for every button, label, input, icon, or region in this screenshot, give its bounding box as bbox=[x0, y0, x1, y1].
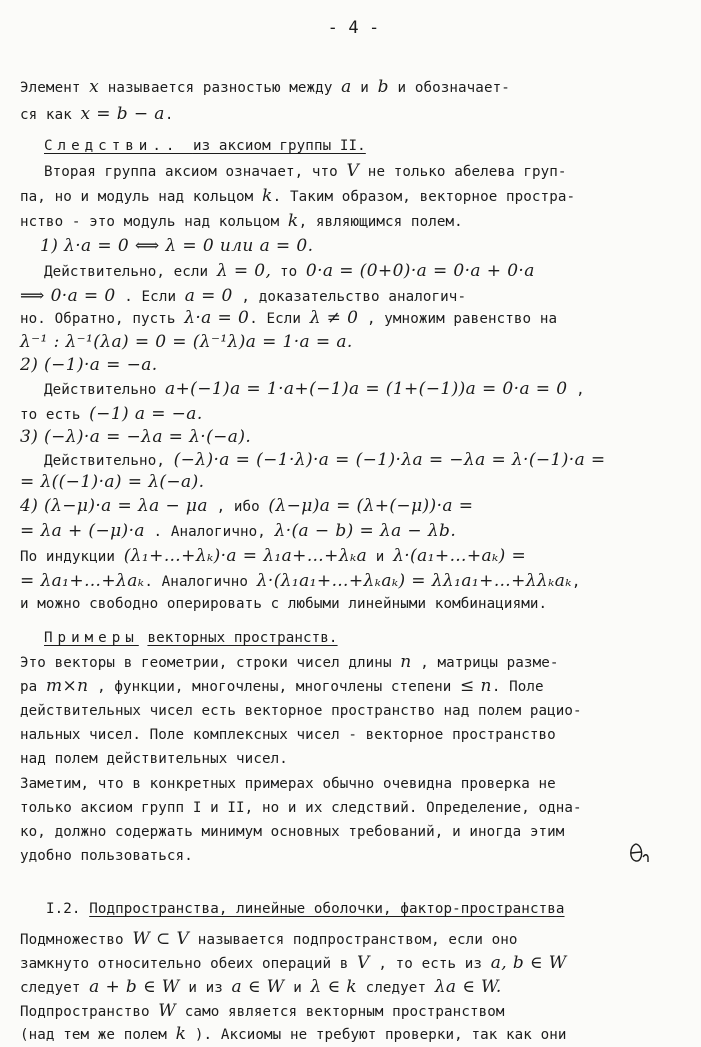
handwritten-formula: λ·(a₁+…+aₖ) = bbox=[393, 546, 527, 566]
line bbox=[20, 404, 687, 425]
line bbox=[20, 1024, 687, 1045]
text-run: . Если bbox=[115, 289, 185, 305]
text-run: из аксиом группы II. bbox=[192, 138, 366, 154]
text-run: действительных чисел есть векторное пространство над полем рацио- bbox=[20, 703, 582, 719]
text-run: . Аналогично, bbox=[144, 524, 275, 540]
text-run: и обозначает- bbox=[388, 80, 510, 96]
text-run: Подмножество bbox=[20, 932, 133, 948]
handwritten-formula: 3) (−λ)·a = −λa = λ·(−a). bbox=[20, 427, 252, 447]
text-run: , ибо bbox=[207, 499, 269, 515]
line bbox=[20, 725, 687, 745]
line bbox=[20, 774, 687, 794]
text-run: не только абелева груп- bbox=[359, 164, 567, 180]
text-run: , bbox=[571, 574, 581, 590]
handwritten-formula: λ·a = 0 bbox=[184, 308, 250, 328]
handwritten-formula: λ ∈ k bbox=[310, 977, 357, 997]
text-run: и из bbox=[179, 980, 232, 996]
formula-line bbox=[20, 472, 687, 493]
handwritten-formula: (−λ)·a = (−1·λ)·a = (−1)·λa = −λa = λ·(−1)·a = bbox=[173, 450, 606, 470]
handwritten-formula: b bbox=[377, 77, 389, 97]
text-run: называется разностью между bbox=[99, 80, 342, 96]
line bbox=[20, 211, 687, 232]
handwritten-formula: λ⁻¹ : λ⁻¹(λa) = 0 = (λ⁻¹λ)a = 1·a = a. bbox=[20, 332, 353, 352]
section-heading-subspaces bbox=[46, 899, 687, 919]
text-run: и bbox=[367, 549, 394, 565]
text-run: , являющимся полем. bbox=[298, 214, 463, 230]
text-run: па, но и модуль над кольцом bbox=[20, 189, 262, 205]
line bbox=[20, 546, 687, 567]
text-run: Это векторы в геометрии, строки чисел длины bbox=[20, 655, 401, 671]
handwritten-formula: λ·(λ₁a₁+…+λₖaₖ) = λλ₁a₁+…+λλₖaₖ bbox=[256, 571, 572, 591]
line bbox=[20, 104, 687, 125]
text-run: нство - это модуль над кольцом bbox=[20, 214, 288, 230]
section-heading-corollaries bbox=[44, 136, 687, 156]
text-run: и bbox=[284, 980, 311, 996]
text-run: Действительно, bbox=[44, 453, 174, 469]
formula-line bbox=[20, 355, 687, 376]
handwritten-formula: m×n bbox=[45, 676, 89, 696]
handwritten-formula: λ ≠ 0 bbox=[309, 308, 359, 328]
text-run: , bbox=[567, 382, 585, 398]
text-run: I.2. bbox=[46, 901, 90, 917]
handwritten-formula: (−1) a = −a. bbox=[89, 404, 203, 424]
text-run: ся как bbox=[20, 107, 81, 123]
handwritten-formula: = λa₁+…+λaₖ bbox=[20, 571, 145, 591]
line bbox=[20, 953, 687, 974]
line bbox=[20, 676, 687, 697]
line bbox=[44, 161, 687, 182]
text-run: само является векторным пространством bbox=[176, 1004, 505, 1020]
line bbox=[20, 186, 687, 207]
line bbox=[20, 798, 687, 818]
text-run: Вторая группа аксиом означает, что bbox=[44, 164, 347, 180]
handwritten-formula: a + b ∈ W bbox=[89, 977, 180, 997]
handwritten-formula: (λ−μ)a = (λ+(−μ))·a = bbox=[268, 496, 474, 516]
text-run: . Таким образом, векторное простра- bbox=[272, 189, 576, 205]
text-run: только аксиом групп I и II, но и их следствий. Определение, одна- bbox=[20, 800, 582, 816]
formula-line bbox=[40, 236, 687, 257]
formula-line bbox=[20, 332, 687, 353]
text-run: , функции, многочлены, многочлены степени bbox=[88, 679, 461, 695]
handwritten-formula: ⟹ 0·a = 0 bbox=[20, 286, 116, 306]
line bbox=[20, 749, 687, 769]
handwritten-formula: a bbox=[341, 77, 352, 97]
text-run: замкнуто относительно обеих операций в bbox=[20, 956, 358, 972]
text-run: удобно пользоваться. bbox=[20, 848, 193, 864]
handwritten-formula: (λ₁+…+λₖ)·a = λ₁a+…+λₖa bbox=[123, 546, 368, 566]
line bbox=[20, 286, 687, 307]
handwritten-formula: a ∈ W bbox=[231, 977, 285, 997]
handwritten-formula: k bbox=[175, 1024, 187, 1044]
line bbox=[44, 379, 687, 400]
text-run: . Если bbox=[249, 311, 310, 327]
text-run: ра bbox=[20, 679, 46, 695]
formula-line bbox=[20, 427, 687, 448]
text-run: Подпространства, линейные оболочки, фактор-пространства bbox=[89, 901, 565, 917]
text-run: , матрицы разме- bbox=[411, 655, 559, 671]
handwritten-formula: 2) (−1)·a = −a. bbox=[20, 355, 158, 375]
handwritten-formula: k bbox=[287, 211, 299, 231]
handwritten-formula: n bbox=[400, 652, 412, 672]
text-run: и можно свободно оперировать с любыми линейными комбинациями. bbox=[20, 596, 548, 612]
handwritten-formula: k bbox=[261, 186, 273, 206]
text-run: Действительно bbox=[44, 382, 165, 398]
text-run: Действительно, если bbox=[44, 264, 217, 280]
handwritten-formula: λa ∈ W. bbox=[434, 977, 502, 997]
text-run: и bbox=[351, 80, 378, 96]
handwritten-formula: W bbox=[158, 1001, 177, 1021]
handwritten-formula: = λ((−1)·a) = λ(−a). bbox=[20, 472, 205, 492]
handwritten-formula: W ⊂ V bbox=[132, 929, 190, 949]
handwritten-formula: = λa + (−μ)·a bbox=[20, 521, 145, 541]
handwritten-formula: a, b ∈ W bbox=[490, 953, 567, 973]
handwritten-formula: V bbox=[357, 953, 370, 973]
line bbox=[20, 496, 687, 517]
text-run: то есть bbox=[20, 407, 90, 423]
text-run: над полем действительных чисел. bbox=[20, 751, 288, 767]
line bbox=[20, 571, 687, 592]
handwritten-formula: λ = 0, bbox=[216, 261, 272, 281]
text-run: следует bbox=[356, 980, 435, 996]
text-run: ). Аксиомы не требуют проверки, так как они bbox=[186, 1027, 567, 1043]
text-run: Заметим, что в конкретных примерах обычно очевидна проверка не bbox=[20, 776, 556, 792]
text-run: , умножим равенство на bbox=[358, 311, 558, 327]
page-number: - 4 - bbox=[327, 18, 380, 38]
text-run: Подпространство bbox=[20, 1004, 159, 1020]
text-run: ко, должно содержать минимум основных требований, и иногда этим bbox=[20, 824, 565, 840]
text-run: Примеры bbox=[44, 630, 139, 646]
text-run: , доказательство аналогич- bbox=[232, 289, 467, 305]
handwritten-formula: 4) (λ−μ)·a = λa − μa bbox=[20, 496, 208, 516]
line bbox=[20, 594, 687, 614]
section-heading-examples bbox=[44, 628, 687, 648]
line bbox=[20, 77, 687, 98]
line bbox=[20, 929, 687, 950]
line bbox=[20, 308, 687, 329]
handwritten-formula: x = b − a bbox=[80, 104, 165, 124]
handwritten-mark-graphic bbox=[626, 840, 654, 866]
line bbox=[44, 450, 687, 471]
handwritten-formula: ≤ n bbox=[460, 676, 492, 696]
line bbox=[44, 261, 687, 282]
text-run: Элемент bbox=[20, 80, 90, 96]
text-run: Следстви.. bbox=[44, 138, 193, 154]
text-run: . bbox=[164, 107, 174, 123]
text-run: . Аналогично bbox=[144, 574, 257, 590]
text-run: векторных пространств. bbox=[147, 630, 338, 646]
text-run: По индукции bbox=[20, 549, 124, 565]
handwritten-formula: 0·a = (0+0)·a = 0·a + 0·a bbox=[305, 261, 535, 281]
text-run: (над тем же полем bbox=[20, 1027, 176, 1043]
text-run: то bbox=[271, 264, 306, 280]
handwritten-formula: 1) λ·a = 0 ⟺ λ = 0 или a = 0. bbox=[40, 236, 314, 256]
text-run: . Поле bbox=[491, 679, 544, 695]
handwritten-formula: a = 0 bbox=[184, 286, 233, 306]
line bbox=[20, 977, 687, 998]
text-run: , то есть из bbox=[369, 956, 491, 972]
line bbox=[20, 822, 687, 842]
handwritten-mark bbox=[626, 840, 654, 871]
line bbox=[20, 1001, 687, 1022]
text-run: нальных чисел. Поле комплексных чисел - векторное пространство bbox=[20, 727, 556, 743]
line bbox=[20, 846, 687, 866]
handwritten-formula: λ·(a − b) = λa − λb. bbox=[274, 521, 457, 541]
text-run: называется подпространством, если оно bbox=[189, 932, 518, 948]
line bbox=[20, 652, 687, 673]
handwritten-formula: a+(−1)a = 1·a+(−1)a = (1+(−1))a = 0·a = 0 bbox=[164, 379, 568, 399]
handwritten-formula: x bbox=[89, 77, 100, 97]
handwritten-formula: V bbox=[346, 161, 360, 181]
line bbox=[20, 701, 687, 721]
text-run: следует bbox=[20, 980, 90, 996]
text-run: но. Обратно, пусть bbox=[20, 311, 185, 327]
line bbox=[20, 521, 687, 542]
